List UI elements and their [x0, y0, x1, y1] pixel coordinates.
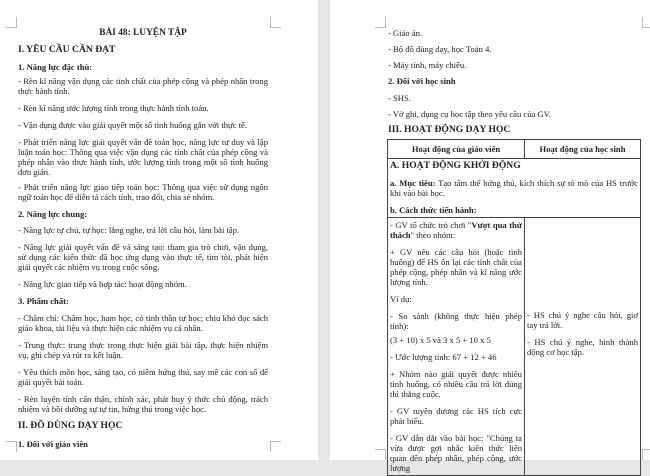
column-header-student: Hoạt động của học sinh: [525, 140, 641, 159]
activities-table: [387, 139, 641, 476]
paragraph: - Vở ghi, dụng cụ học tập theo yêu cầu của GV.: [388, 109, 551, 119]
paragraph: - HS chú ý nghe, hình thành động cơ học tập.: [527, 337, 638, 357]
paragraph: - Trung thực: trung thực trong thực hiện giải bài tập, thực hiện nhiệm vụ, ghi chép và rút ra kết luận.: [18, 340, 268, 360]
paragraph: - Năng lực giải quyết vấn đề và sáng tạo: tham gia trò chơi, vận dụng, sử dụng các kiến thức đã học ứng dụng vào thực tế, tìm tòi, phát hiện giải quyết các nhiệm vụ trong cuộc sống.: [18, 242, 268, 272]
paragraph: (3 + 10) x 5 và 3 x 5 + 10 x 5: [390, 335, 491, 345]
paragraph: - Yêu thích môn học, sáng tạo, có niềm hứng thú, say mê các con số để giải quyết bài toán.: [18, 367, 268, 387]
game-name: Vượt qua thử thách: [390, 220, 522, 240]
margin-corner-mark: [270, 441, 281, 452]
margin-corner-mark: [642, 449, 650, 460]
subheading: 1. Năng lực đặc thù:: [18, 62, 93, 72]
section-heading: II. ĐỒ DÙNG DẠY HỌC: [18, 420, 123, 431]
column-header-teacher: Hoạt động của giáo viên: [388, 140, 525, 159]
margin-corner-mark: [6, 441, 17, 452]
text: - GV tổ chức trò chơi ": [390, 220, 472, 230]
document-page-right: [330, 0, 650, 473]
paragraph: - GV tuyên dương các HS tích cực phát biểu.: [390, 406, 522, 426]
goal-label: a. Mục tiêu:: [390, 178, 436, 188]
paragraph: - Năng lực giao tiếp và hợp tác: hoạt động nhóm.: [18, 279, 187, 289]
section-heading: I. YÊU CẦU CẦN ĐẠT: [18, 44, 116, 55]
section-heading: III. HOẠT ĐỘNG DẠY HỌC: [388, 124, 511, 135]
activity-a-cell: [388, 159, 641, 218]
margin-corner-mark: [270, 17, 281, 28]
paragraph: - Rèn luyện tính cẩn thận, chính xác, phát huy ý thức chủ động, trách nhiệm và bồi dưỡng sự tự tin, hứng thú trong việc học.: [18, 394, 268, 414]
subheading: 3. Phẩm chất:: [18, 296, 69, 306]
goal-paragraph: [390, 178, 638, 198]
paragraph: - Phát triển năng lực giao tiếp toán học: Thông qua việc sử dụng ngôn ngữ toán học để diễn tả cách tính, trao đổi, chia sẻ nhóm.: [18, 182, 268, 202]
paragraph: - So sánh (không thực hiện phép tính):: [390, 311, 522, 331]
margin-corner-mark: [642, 17, 650, 28]
paragraph: - SHS.: [388, 93, 411, 103]
document-page-left: [0, 0, 318, 460]
paragraph: + Nhóm nào giải quyết được nhiều tình huống, có nhiều câu trả lời đúng thì thắng cuộc.: [390, 369, 522, 399]
subheading: 2. Đối với học sinh: [388, 76, 456, 86]
paragraph: - Rèn kĩ năng ước lượng tính trong thực hành tính toán.: [18, 103, 209, 113]
paragraph: - Giáo án.: [388, 28, 423, 38]
paragraph: + GV nêu các câu hỏi (hoặc tình huống) để HS ôn lại các tính chất của phép cộng, phép nhân và kĩ năng ước lượng tính.: [390, 247, 522, 287]
lesson-title: BÀI 48: LUYỆN TẬP: [99, 28, 187, 38]
paragraph: - GV dẫn dắt vào bài học: "Chúng ta vừa được gợi nhắc kiến thức liên quan đến phép nhân, phép cộng, ước lượng: [390, 433, 522, 473]
paragraph: - Chăm chỉ: Chăm học, ham học, có tinh thần tự học; chịu khó đọc sách giáo khoa, tài liệu và thực hiện các nhiệm vụ cá nhân.: [18, 313, 268, 333]
margin-corner-mark: [375, 17, 386, 28]
paragraph: - Ước lượng tính: 67 + 12 + 46: [390, 352, 497, 362]
paragraph: - Phát triển năng lực giải quyết vấn đề toán học, năng lực tư duy và lập luận toán học: Thông qua việc vận dụng các tính chất của phép cộng và phép nhân vào thực hành tính, ước lượng tính trong một số tình huống đơn giản.: [18, 137, 268, 177]
paragraph: - Rèn kĩ năng vận dụng các tính chất của phép cộng và phép nhân trong thực hành tính.: [18, 76, 268, 96]
activity-heading: A. HOẠT ĐỘNG KHỞI ĐỘNG: [390, 160, 521, 171]
paragraph: [390, 220, 522, 240]
paragraph: - Vận dụng được vào giải quyết một số tình huống gắn với thực tế.: [18, 120, 247, 130]
student-activity-cell: [525, 218, 641, 476]
teacher-activity-cell: [388, 218, 525, 476]
paragraph: - Máy tính, máy chiếu.: [388, 60, 467, 70]
subheading: 2. Năng lực chung:: [18, 209, 88, 219]
paragraph: - Năng lực tự chủ, tự học: lắng nghe, trả lời câu hỏi, làm bài tập.: [18, 225, 240, 235]
margin-corner-mark: [6, 17, 17, 28]
subheading: 1. Đối với giáo viên: [18, 439, 88, 449]
paragraph: Ví dụ:: [390, 294, 412, 304]
method-label: b. Cách thức tiến hành:: [390, 205, 477, 215]
margin-corner-mark: [375, 449, 386, 460]
paragraph: - HS chú ý nghe câu hỏi, giơ tay trả lời.: [527, 310, 638, 330]
paragraph: - Bộ đồ dùng dạy, học Toán 4.: [388, 44, 492, 54]
text: " theo nhóm:: [410, 230, 456, 240]
goal-text: Tạo tâm thế hứng thú, kích thích sự tò mò của HS trước khi vào bài học.: [390, 178, 638, 198]
